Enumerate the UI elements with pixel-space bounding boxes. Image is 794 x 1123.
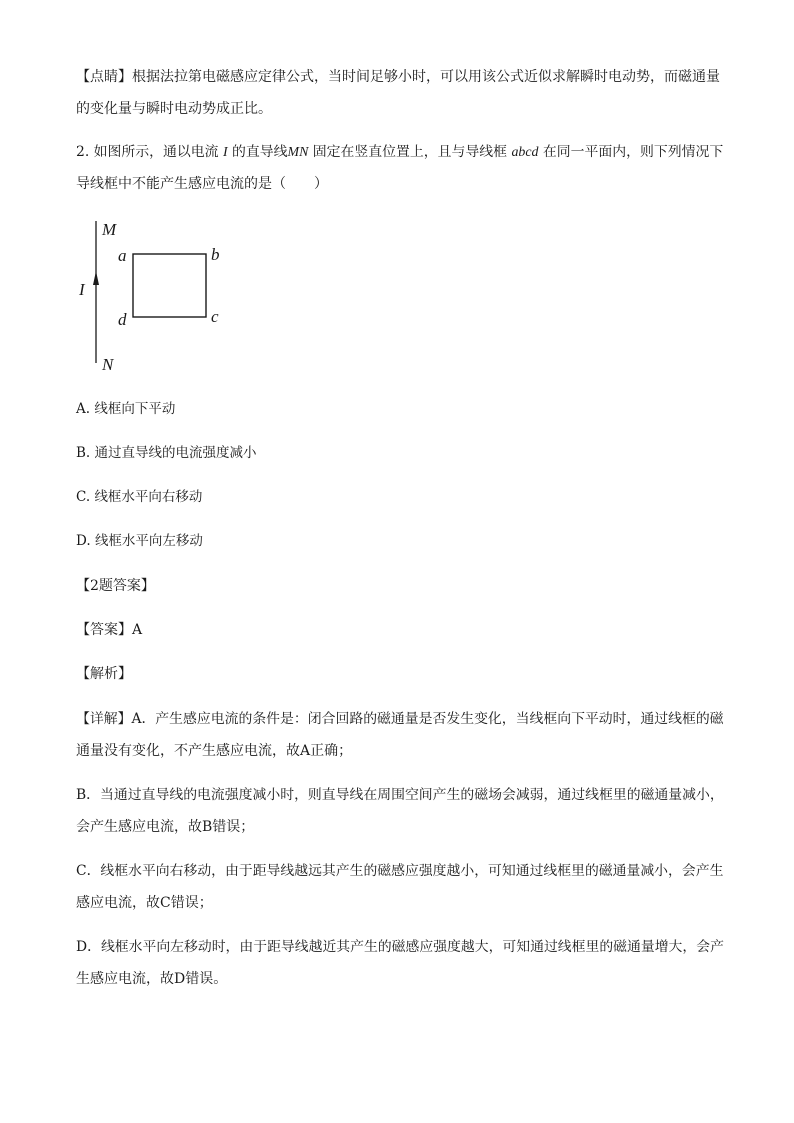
var-i: I: [222, 145, 228, 160]
tip-line-2: 的变化量与瞬时电动势成正比。: [76, 101, 272, 117]
var-abcd: abcd: [511, 145, 539, 160]
option-b: [76, 443, 257, 463]
wire-frame-abcd: [133, 254, 206, 317]
tip-text-1: 根据法拉第电磁感应定律公式，当时间足够小时，可以用该公式近似求解瞬时电动势，而磁通量: [132, 69, 720, 85]
detail-b-line-1: B．当通过直导线的电流强度减小时，则直导线在周围空间产生的磁场会减弱，通过线框里的磁通量减小，: [76, 787, 724, 803]
question-text-part-3: 固定在竖直位置上，且与导线框: [312, 144, 508, 160]
label-m: M: [102, 220, 117, 239]
detail-c-line-1: C．线框水平向右移动，由于距导线越远其产生的磁感应强度越小，可知通过线框里的磁通量减小，会产生: [76, 863, 724, 879]
detail-a-line-2: 通量没有变化，不产生感应电流，故A正确；: [76, 743, 353, 759]
label-a: a: [118, 246, 127, 265]
detail-a-text-1: A．产生感应电流的条件是：闭合回路的磁通量是否发生变化，当线框向下平动时，通过线框的磁: [131, 711, 724, 727]
option-d: [76, 531, 203, 551]
tip-tag: 【点睛】: [76, 69, 132, 85]
question-line-2: 导线框中不能产生感应电流的是（ ）: [76, 176, 328, 192]
detail-d-line-2: 生感应电流，故D错误。: [76, 971, 228, 987]
label-d: d: [118, 310, 127, 329]
label-n: N: [102, 355, 114, 374]
option-b-text: 通过直导线的电流强度减小: [94, 445, 257, 461]
option-a: [76, 399, 175, 419]
tip-line-1: [76, 67, 720, 87]
label-b: b: [211, 245, 220, 264]
option-c-text: 线框水平向右移动: [94, 489, 203, 505]
detail-b-line-2: 会产生感应电流，故B错误；: [76, 819, 255, 835]
answer-line: [76, 620, 142, 640]
wire-frame-diagram: [76, 215, 236, 380]
answer-section-header: 【2题答案】: [76, 578, 155, 594]
detail-c-line-2: 感应电流，故C错误；: [76, 895, 213, 911]
option-d-letter: D.: [76, 533, 91, 549]
option-c-letter: C.: [76, 489, 91, 505]
var-mn: MN: [287, 145, 309, 160]
option-b-letter: B.: [76, 445, 91, 461]
current-arrow-icon: [93, 271, 99, 285]
question-line-1: [76, 142, 723, 163]
answer-tag: 【答案】: [76, 622, 132, 638]
detail-a-line-1: [76, 709, 724, 729]
question-text-part-2: 的直导线: [232, 144, 288, 160]
analysis-header: 【解析】: [76, 666, 132, 682]
question-text-part-1: 如图所示，通以电流: [93, 144, 219, 160]
answer-value: A: [132, 622, 143, 638]
option-a-letter: A.: [76, 401, 91, 417]
detail-d-line-1: D．线框水平向左移动时，由于距导线越近其产生的磁感应强度越大，可知通过线框里的磁通量增大，会产: [76, 939, 724, 955]
option-c: [76, 487, 202, 507]
option-d-text: 线框水平向左移动: [94, 533, 203, 549]
question-number: 2.: [76, 144, 90, 160]
option-a-text: 线框向下平动: [94, 401, 176, 417]
detail-tag: 【详解】: [76, 711, 132, 727]
question-text-part-4: 在同一平面内，则下列情况下: [542, 144, 724, 160]
label-c: c: [211, 307, 219, 326]
label-i: I: [79, 280, 85, 299]
